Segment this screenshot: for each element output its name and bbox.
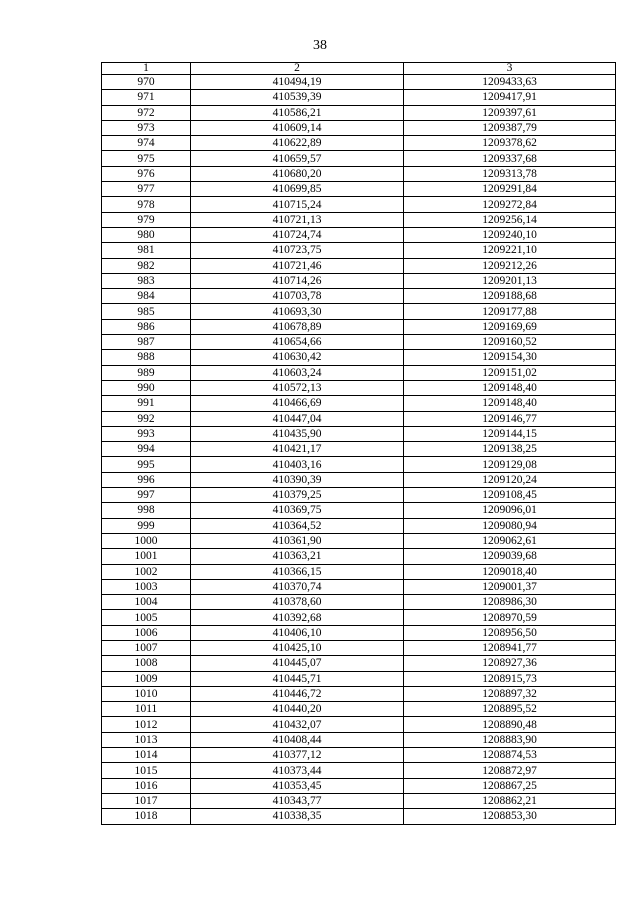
x-coordinate-cell: 410379,25 [191, 488, 404, 503]
y-coordinate-cell: 1208915,73 [404, 671, 616, 686]
x-coordinate-cell: 410703,78 [191, 289, 404, 304]
y-coordinate-cell: 1209433,63 [404, 75, 616, 90]
x-coordinate-cell: 410343,77 [191, 793, 404, 808]
point-number-cell: 983 [102, 273, 191, 288]
table-row [102, 533, 616, 548]
point-number-cell: 971 [102, 90, 191, 105]
point-number-cell: 984 [102, 289, 191, 304]
table-row [102, 457, 616, 472]
x-coordinate-cell: 410377,12 [191, 748, 404, 763]
x-coordinate-cell: 410714,26 [191, 273, 404, 288]
y-coordinate-cell: 1209018,40 [404, 564, 616, 579]
y-coordinate-cell: 1209240,10 [404, 227, 616, 242]
x-coordinate-cell: 410723,75 [191, 243, 404, 258]
point-number-cell: 977 [102, 182, 191, 197]
x-coordinate-cell: 410466,69 [191, 396, 404, 411]
x-coordinate-cell: 410445,07 [191, 656, 404, 671]
table-row [102, 396, 616, 411]
x-coordinate-cell: 410373,44 [191, 763, 404, 778]
point-number-cell: 974 [102, 136, 191, 151]
y-coordinate-cell: 1209313,78 [404, 166, 616, 181]
x-coordinate-cell: 410390,39 [191, 472, 404, 487]
table-row [102, 136, 616, 151]
header-cell-col-1: 1 [102, 63, 191, 75]
header-cell-col-2: 2 [191, 63, 404, 75]
x-coordinate-cell: 410408,44 [191, 732, 404, 747]
x-coordinate-cell: 410361,90 [191, 533, 404, 548]
x-coordinate-cell: 410364,52 [191, 518, 404, 533]
point-number-cell: 1005 [102, 610, 191, 625]
point-number-cell: 978 [102, 197, 191, 212]
y-coordinate-cell: 1208986,30 [404, 595, 616, 610]
point-number-cell: 999 [102, 518, 191, 533]
y-coordinate-cell: 1209080,94 [404, 518, 616, 533]
table-row [102, 778, 616, 793]
y-coordinate-cell: 1209177,88 [404, 304, 616, 319]
point-number-cell: 985 [102, 304, 191, 319]
point-number-cell: 994 [102, 442, 191, 457]
x-coordinate-cell: 410403,16 [191, 457, 404, 472]
point-number-cell: 990 [102, 380, 191, 395]
table-row [102, 732, 616, 747]
table-header [102, 63, 616, 75]
table-row [102, 319, 616, 334]
y-coordinate-cell: 1209062,61 [404, 533, 616, 548]
point-number-cell: 1003 [102, 579, 191, 594]
x-coordinate-cell: 410406,10 [191, 625, 404, 640]
point-number-cell: 973 [102, 120, 191, 135]
y-coordinate-cell: 1209120,24 [404, 472, 616, 487]
y-coordinate-cell: 1208853,30 [404, 809, 616, 824]
table-row [102, 289, 616, 304]
y-coordinate-cell: 1209397,61 [404, 105, 616, 120]
y-coordinate-cell: 1209378,62 [404, 136, 616, 151]
table-row [102, 564, 616, 579]
table-row [102, 488, 616, 503]
x-coordinate-cell: 410721,13 [191, 212, 404, 227]
table-row [102, 380, 616, 395]
table-row [102, 549, 616, 564]
point-number-cell: 1006 [102, 625, 191, 640]
y-coordinate-cell: 1208970,59 [404, 610, 616, 625]
y-coordinate-cell: 1209146,77 [404, 411, 616, 426]
point-number-cell: 1009 [102, 671, 191, 686]
point-number-cell: 981 [102, 243, 191, 258]
table-body [102, 75, 616, 825]
y-coordinate-cell: 1209272,84 [404, 197, 616, 212]
table-row [102, 671, 616, 686]
y-coordinate-cell: 1209151,02 [404, 365, 616, 380]
x-coordinate-cell: 410539,39 [191, 90, 404, 105]
x-coordinate-cell: 410678,89 [191, 319, 404, 334]
x-coordinate-cell: 410680,20 [191, 166, 404, 181]
y-coordinate-cell: 1208941,77 [404, 640, 616, 655]
point-number-cell: 996 [102, 472, 191, 487]
table-row [102, 702, 616, 717]
y-coordinate-cell: 1209001,37 [404, 579, 616, 594]
x-coordinate-cell: 410609,14 [191, 120, 404, 135]
table-row [102, 717, 616, 732]
x-coordinate-cell: 410494,19 [191, 75, 404, 90]
y-coordinate-cell: 1209160,52 [404, 335, 616, 350]
table-row [102, 503, 616, 518]
x-coordinate-cell: 410715,24 [191, 197, 404, 212]
x-coordinate-cell: 410338,35 [191, 809, 404, 824]
y-coordinate-cell: 1209039,68 [404, 549, 616, 564]
point-number-cell: 993 [102, 426, 191, 441]
table-row [102, 120, 616, 135]
x-coordinate-cell: 410421,17 [191, 442, 404, 457]
point-number-cell: 970 [102, 75, 191, 90]
page-number: 38 [313, 38, 327, 53]
x-coordinate-cell: 410369,75 [191, 503, 404, 518]
point-number-cell: 979 [102, 212, 191, 227]
x-coordinate-cell: 410366,15 [191, 564, 404, 579]
point-number-cell: 1014 [102, 748, 191, 763]
y-coordinate-cell: 1209201,13 [404, 273, 616, 288]
point-number-cell: 982 [102, 258, 191, 273]
table-row [102, 518, 616, 533]
y-coordinate-cell: 1208956,50 [404, 625, 616, 640]
y-coordinate-cell: 1209144,15 [404, 426, 616, 441]
point-number-cell: 995 [102, 457, 191, 472]
y-coordinate-cell: 1209148,40 [404, 380, 616, 395]
table-row [102, 365, 616, 380]
table-row [102, 411, 616, 426]
table-row [102, 90, 616, 105]
point-number-cell: 1000 [102, 533, 191, 548]
table-row [102, 227, 616, 242]
y-coordinate-cell: 1208872,97 [404, 763, 616, 778]
y-coordinate-cell: 1208874,53 [404, 748, 616, 763]
point-number-cell: 1008 [102, 656, 191, 671]
table-row [102, 595, 616, 610]
point-number-cell: 976 [102, 166, 191, 181]
point-number-cell: 992 [102, 411, 191, 426]
table-row [102, 656, 616, 671]
x-coordinate-cell: 410630,42 [191, 350, 404, 365]
table-row [102, 625, 616, 640]
table-row [102, 243, 616, 258]
x-coordinate-cell: 410654,66 [191, 335, 404, 350]
x-coordinate-cell: 410363,21 [191, 549, 404, 564]
y-coordinate-cell: 1209417,91 [404, 90, 616, 105]
x-coordinate-cell: 410378,60 [191, 595, 404, 610]
coordinates-table [101, 62, 616, 825]
point-number-cell: 1013 [102, 732, 191, 747]
x-coordinate-cell: 410693,30 [191, 304, 404, 319]
y-coordinate-cell: 1209108,45 [404, 488, 616, 503]
table-row [102, 472, 616, 487]
y-coordinate-cell: 1208883,90 [404, 732, 616, 747]
point-number-cell: 972 [102, 105, 191, 120]
x-coordinate-cell: 410435,90 [191, 426, 404, 441]
table-row [102, 258, 616, 273]
point-number-cell: 987 [102, 335, 191, 350]
point-number-cell: 1001 [102, 549, 191, 564]
table-row [102, 610, 616, 625]
table-row [102, 304, 616, 319]
point-number-cell: 991 [102, 396, 191, 411]
y-coordinate-cell: 1208867,25 [404, 778, 616, 793]
x-coordinate-cell: 410425,10 [191, 640, 404, 655]
header-row [102, 63, 616, 75]
x-coordinate-cell: 410724,74 [191, 227, 404, 242]
point-number-cell: 1011 [102, 702, 191, 717]
point-number-cell: 975 [102, 151, 191, 166]
y-coordinate-cell: 1209188,68 [404, 289, 616, 304]
y-coordinate-cell: 1209256,14 [404, 212, 616, 227]
y-coordinate-cell: 1209138,25 [404, 442, 616, 457]
point-number-cell: 989 [102, 365, 191, 380]
table-row [102, 686, 616, 701]
table-row [102, 748, 616, 763]
point-number-cell: 1018 [102, 809, 191, 824]
y-coordinate-cell: 1208895,52 [404, 702, 616, 717]
x-coordinate-cell: 410432,07 [191, 717, 404, 732]
y-coordinate-cell: 1208862,21 [404, 793, 616, 808]
point-number-cell: 1010 [102, 686, 191, 701]
y-coordinate-cell: 1209169,69 [404, 319, 616, 334]
y-coordinate-cell: 1209221,10 [404, 243, 616, 258]
table-row [102, 442, 616, 457]
x-coordinate-cell: 410353,45 [191, 778, 404, 793]
x-coordinate-cell: 410445,71 [191, 671, 404, 686]
table-row [102, 579, 616, 594]
point-number-cell: 997 [102, 488, 191, 503]
x-coordinate-cell: 410572,13 [191, 380, 404, 395]
table-row [102, 350, 616, 365]
header-cell-col-3: 3 [404, 63, 616, 75]
y-coordinate-cell: 1209096,01 [404, 503, 616, 518]
x-coordinate-cell: 410446,72 [191, 686, 404, 701]
y-coordinate-cell: 1209337,68 [404, 151, 616, 166]
y-coordinate-cell: 1209154,30 [404, 350, 616, 365]
x-coordinate-cell: 410622,89 [191, 136, 404, 151]
point-number-cell: 1007 [102, 640, 191, 655]
x-coordinate-cell: 410699,85 [191, 182, 404, 197]
y-coordinate-cell: 1209387,79 [404, 120, 616, 135]
table-row [102, 793, 616, 808]
y-coordinate-cell: 1209129,08 [404, 457, 616, 472]
point-number-cell: 988 [102, 350, 191, 365]
point-number-cell: 1012 [102, 717, 191, 732]
x-coordinate-cell: 410603,24 [191, 365, 404, 380]
x-coordinate-cell: 410392,68 [191, 610, 404, 625]
table-row [102, 273, 616, 288]
point-number-cell: 1017 [102, 793, 191, 808]
point-number-cell: 1015 [102, 763, 191, 778]
point-number-cell: 998 [102, 503, 191, 518]
x-coordinate-cell: 410659,57 [191, 151, 404, 166]
point-number-cell: 1002 [102, 564, 191, 579]
y-coordinate-cell: 1208897,32 [404, 686, 616, 701]
y-coordinate-cell: 1209212,26 [404, 258, 616, 273]
point-number-cell: 986 [102, 319, 191, 334]
y-coordinate-cell: 1209148,40 [404, 396, 616, 411]
table-row [102, 105, 616, 120]
table-row [102, 809, 616, 824]
table-row [102, 426, 616, 441]
x-coordinate-cell: 410721,46 [191, 258, 404, 273]
table-row [102, 166, 616, 181]
table-row [102, 212, 616, 227]
y-coordinate-cell: 1208890,48 [404, 717, 616, 732]
table-row [102, 640, 616, 655]
point-number-cell: 980 [102, 227, 191, 242]
point-number-cell: 1004 [102, 595, 191, 610]
x-coordinate-cell: 410440,20 [191, 702, 404, 717]
table-row [102, 151, 616, 166]
y-coordinate-cell: 1208927,36 [404, 656, 616, 671]
x-coordinate-cell: 410370,74 [191, 579, 404, 594]
point-number-cell: 1016 [102, 778, 191, 793]
table-row [102, 182, 616, 197]
x-coordinate-cell: 410586,21 [191, 105, 404, 120]
y-coordinate-cell: 1209291,84 [404, 182, 616, 197]
table-row [102, 75, 616, 90]
table-row [102, 335, 616, 350]
table-row [102, 763, 616, 778]
table-row [102, 197, 616, 212]
x-coordinate-cell: 410447,04 [191, 411, 404, 426]
